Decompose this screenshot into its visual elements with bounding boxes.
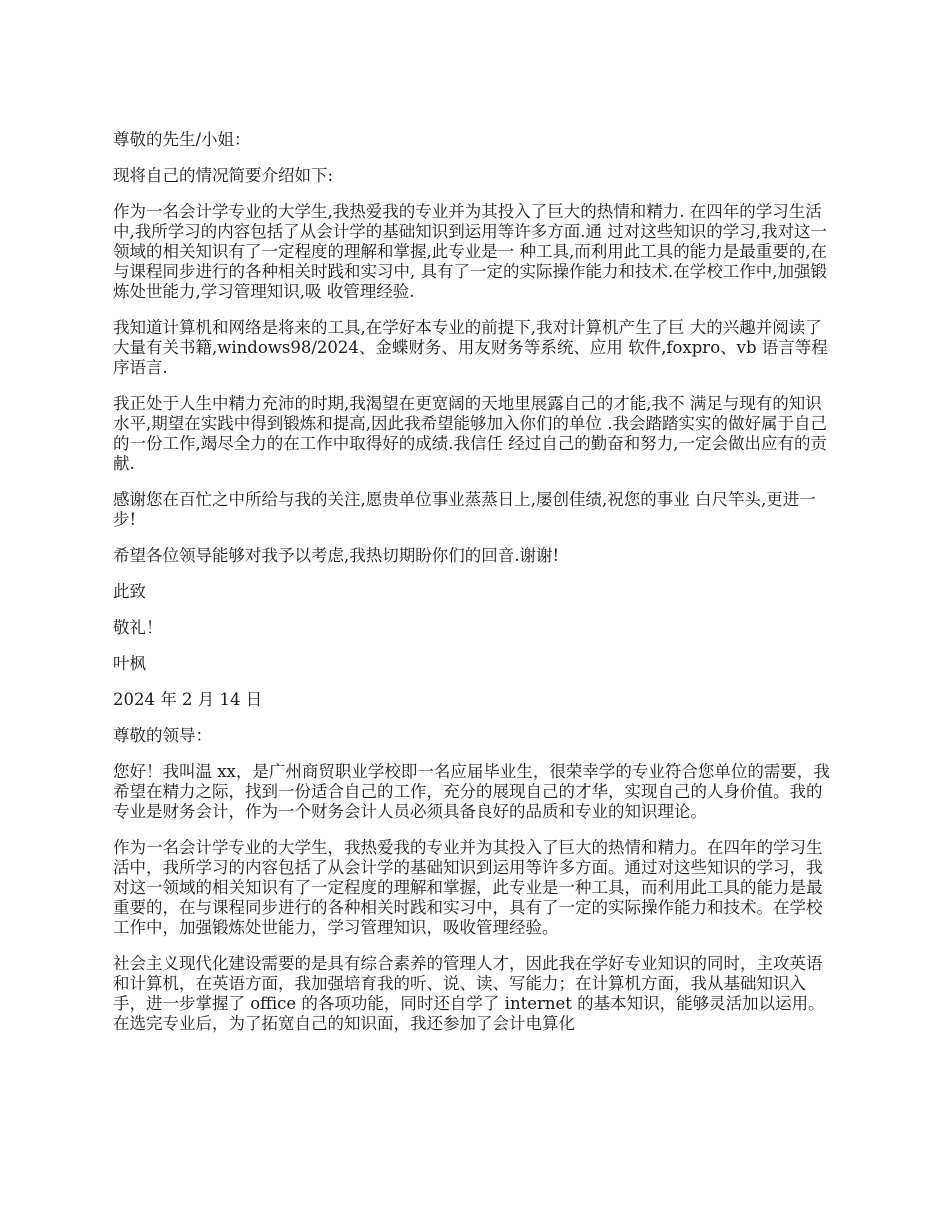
letter1-intro: 现将自己的情况简要介绍如下: <box>113 166 334 185</box>
letter1-paragraph-2: 我知道计算机和网络是将来的工具,在学好本专业的前提下,我对计算机产生了巨 大的兴趣并阅读了大量有关书籍,windows98/2024、金蝶财务、用友财务等系统、应用 软件,foxpro、vb 语言等程序语言. <box>113 318 828 377</box>
letter1-date: 2024 年 2 月 14 日 <box>113 690 263 709</box>
letter1-paragraph-1: 作为一名会计学专业的大学生,我热爱我的专业并为其投入了巨大的热情和精力. 在四年的学习生活中,我所学习的内容包括了从会计学的基础知识到运用等许多方面.通 过对这些知识的学习,我对这一领域的相关知识有了一定程度的理解和掌握,此专业是一 种工具,而利用此工具的能力是最重要的,在与课程同步进行的各种相关时践和实习中, 具有了一定的实际操作能力和技术.在学校工作中,加强锻炼处世能力,学习管理知识,吸 收管理经验. <box>113 202 827 301</box>
letter1-paragraph-4: 感谢您在百忙之中所给与我的关注,愿贵单位事业蒸蒸日上,屡创佳绩,祝您的事业 白尺竿头,更进一步! <box>113 490 816 529</box>
letter2-greeting: 尊敬的领导： <box>113 726 212 745</box>
letter1-signature-name: 叶枫 <box>113 654 146 673</box>
letter1-closing-regards: 敬礼！ <box>113 618 163 637</box>
letter1-closing-salutation: 此致 <box>113 582 146 601</box>
letter1-paragraph-5: 希望各位领导能够对我予以考虑,我热切期盼你们的回音.谢谢! <box>113 546 560 565</box>
letter2-paragraph-3: 社会主义现代化建设需要的是具有综合素养的管理人才，因此我在学好专业知识的同时，主攻英语和计算机，在英语方面，我加强培育我的听、说、读、写能力；在计算机方面，我从基础知识入手，进一步掌握了 office 的各项功能，同时还自学了 internet 的基本知识，能够灵活加以运用。在选完专业后，为了拓宽自己的知识面，我还参加了会计电算化 <box>113 954 825 1033</box>
letter1-paragraph-3: 我正处于人生中精力充沛的时期,我渴望在更宽阔的天地里展露自己的才能,我不 满足与现有的知识水平,期望在实践中得到锻炼和提高,因此我希望能够加入你们的单位 .我会踏踏实实的做好属于自己的一份工作,竭尽全力的在工作中取得好的成绩.我信任 经过自己的勤奋和努力,一定会做出应有的贡献. <box>113 394 827 473</box>
letter1-greeting: 尊敬的先生/小姐： <box>113 130 251 149</box>
letter2-paragraph-2: 作为一名会计学专业的大学生，我热爱我的专业并为其投入了巨大的热情和精力。在四年的学习生活中，我所学习的内容包括了从会计学的基础知识到运用等许多方面。通过对这些知识的学习，我对这一领域的相关知识有了一定程度的理解和掌握，此专业是一种工具，而利用此工具的能力是最重要的，在与课程同步进行的各种相关时践和实习中，具有了一定的实际操作能力和技术。在学校工作中，加强锻炼处世能力，学习管理知识，吸收管理经验。 <box>113 838 823 937</box>
letter2-paragraph-1: 您好！我叫温 xx，是广州商贸职业学校即一名应届毕业生，很荣幸学的专业符合您单位的需要，我希望在精力之际，找到一份适合自己的工作，充分的展现自己的才华，实现自己的人身价值。我的专业是财务会计，作为一个财务会计人员必须具备良好的品质和专业的知识理论。 <box>113 762 830 821</box>
